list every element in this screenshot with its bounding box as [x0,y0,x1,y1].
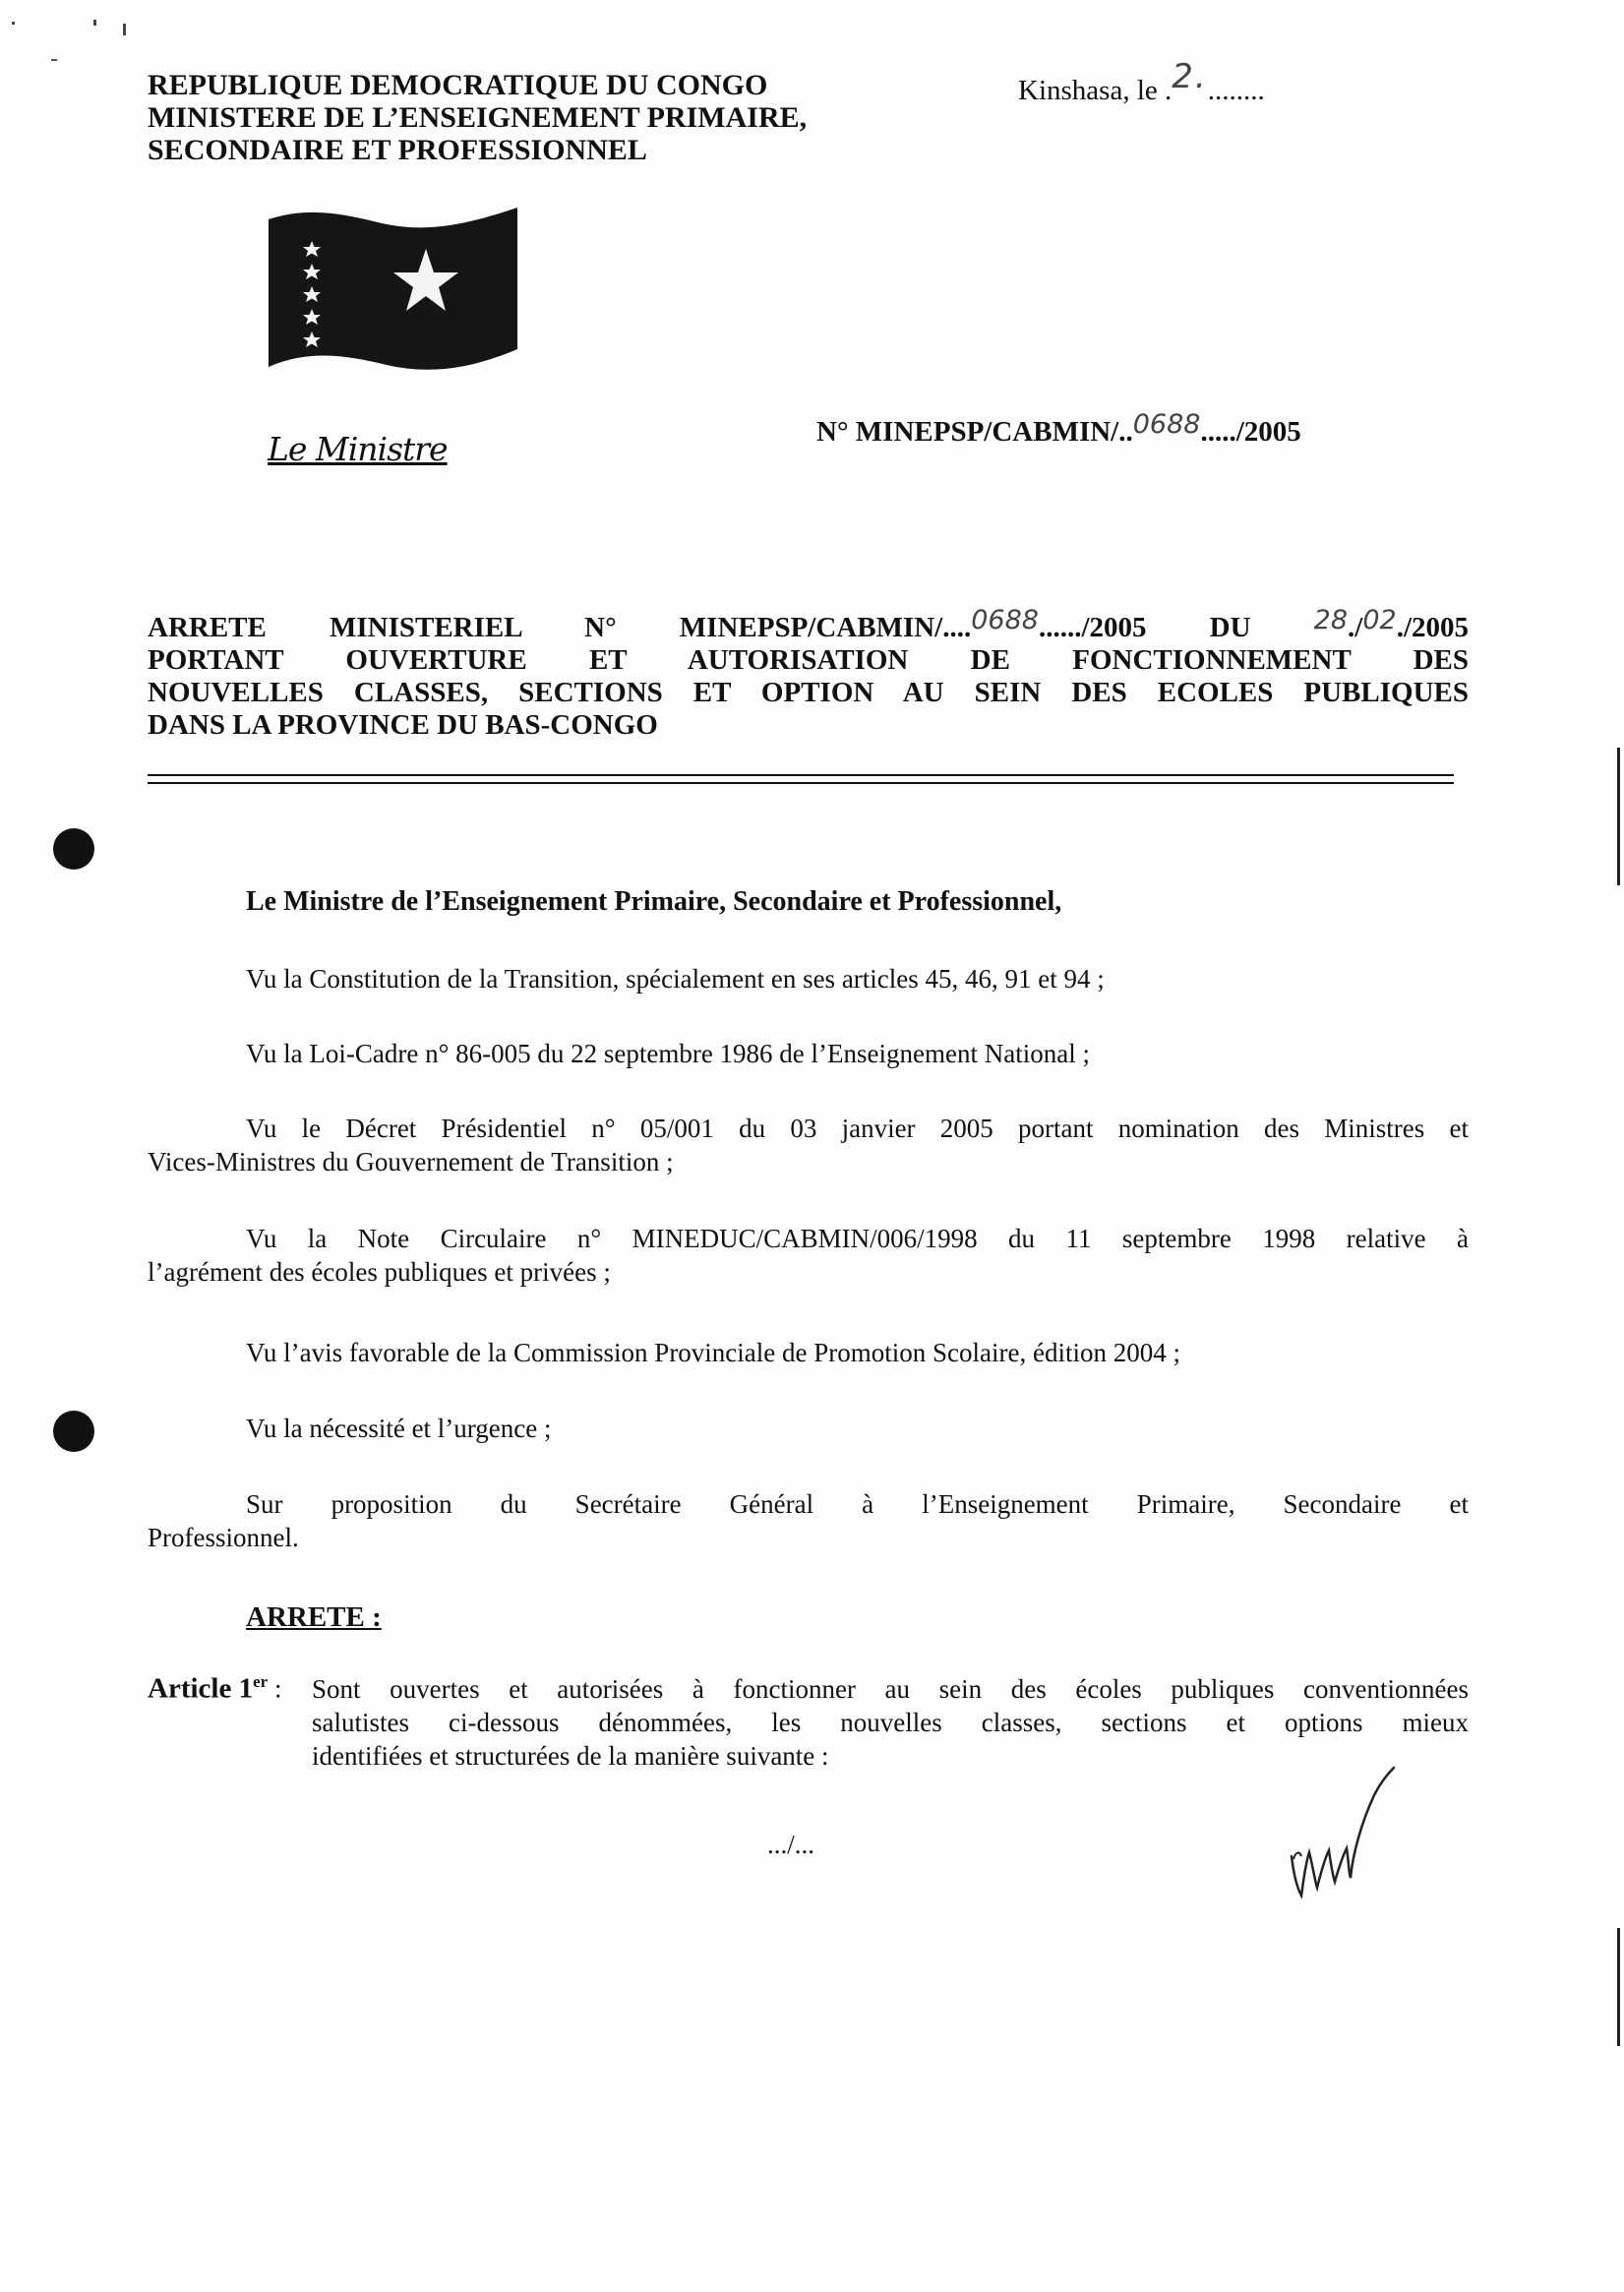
continuation-mark: .../... [767,1830,815,1859]
article-label-text: Article 1 [148,1672,254,1705]
scan-edge-line [1617,1928,1620,2046]
title-line-3: NOUVELLES CLASSES, SECTIONS ET OPTION AU SEIN DES ECOLES PUBLIQUES [148,677,1469,708]
scan-speck [123,24,126,35]
title-l1-b: ....../2005 DU [1038,612,1251,643]
handwritten-ref-number: 0688 [1132,409,1201,440]
place-prefix: Kinshasa, le [1018,75,1165,106]
punch-hole [53,1411,94,1452]
article-label-sup: er [253,1672,269,1691]
proposition-line-1: Sur proposition du Secrétaire Général à l’Enseignement Primaire, Secondaire et [246,1489,1469,1519]
title-divider-bottom [148,782,1454,784]
place-dots-right: ........ [1207,75,1265,106]
preamble-intro: Le Ministre de l’Enseignement Primaire, Secondaire et Professionnel, [246,886,1062,917]
article-1-text [312,1672,1469,1773]
scan-speck [93,20,96,26]
reference-prefix: N° MINEPSP/CABMIN/.. [816,416,1133,448]
vu-note-circulaire [148,1222,1469,1289]
header-line-2: MINISTERE DE L’ENSEIGNEMENT PRIMAIRE, [148,101,808,134]
drc-flag-emblem [264,202,524,384]
scan-speck [51,59,57,61]
vu-note-line-2: l’agrément des écoles publiques et privées ; [148,1257,611,1287]
title-line-2: PORTANT OUVERTURE ET AUTORISATION DE FONCTIONNEMENT DES [148,644,1469,676]
punch-hole [53,828,94,870]
vu-loi-cadre: Vu la Loi-Cadre n° 86-005 du 22 septembre 1986 de l’Enseignement National ; [246,1039,1090,1068]
header-line-3: SECONDAIRE ET PROFESSIONNEL [148,134,647,166]
arrete-heading: ARRETE : [246,1601,382,1633]
header-line-1: REPUBLIQUE DEMOCRATIQUE DU CONGO [148,69,768,101]
vu-avis-favorable: Vu l’avis favorable de la Commission Provinciale de Promotion Scolaire, édition 2004 ; [246,1338,1180,1367]
vu-decret [148,1112,1469,1178]
title-line-4: DANS LA PROVINCE DU BAS-CONGO [148,709,658,741]
article-1-line-3: identifiées et structurées de la manière suivante : [312,1741,829,1771]
title-divider-top [148,774,1454,776]
title-l1-a: ARRETE MINISTERIEL N° MINEPSP/CABMIN/.... [148,612,972,643]
minister-signature-label: Le Ministre [268,430,448,468]
title-l1-sep: ./ [1348,612,1363,643]
reference-number [816,409,1301,449]
title-l1-c: ./2005 [1396,612,1469,643]
proposition-line-2: Professionnel. [148,1523,299,1552]
handwritten-decree-number: 0688 [971,605,1039,635]
reference-suffix: ...../2005 [1200,416,1301,448]
handwritten-day: 28 [1313,605,1349,635]
handwritten-month: 02 [1362,605,1397,635]
vu-decret-line-2: Vices-Ministres du Gouvernement de Transition ; [148,1147,674,1176]
vu-constitution: Vu la Constitution de la Transition, spécialement en ses articles 45, 46, 91 et 94 ; [246,964,1105,994]
vu-note-line-1: Vu la Note Circulaire n° MINEDUC/CABMIN/006/1998 du 11 septembre 1998 relative à [246,1224,1469,1253]
article-label-colon: : [268,1673,282,1704]
decree-title [148,605,1469,742]
sur-proposition [148,1487,1469,1554]
vu-necessite: Vu la nécessité et l’urgence ; [246,1414,552,1443]
handwritten-initials [1284,1766,1402,1913]
ministry-header [148,69,807,166]
title-line-1 [148,605,1469,644]
vu-decret-line-1: Vu le Décret Présidentiel n° 05/001 du 03 janvier 2005 portant nomination des Ministres et [246,1114,1469,1143]
article-1-line-2: salutistes ci-dessous dénommées, les nouvelles classes, sections et options mieux [312,1708,1469,1737]
place-dots-left: . [1165,75,1173,106]
handwritten-date: 2. [1172,57,1208,96]
scan-edge-line [1617,748,1620,885]
place-date [1018,57,1265,108]
scan-speck [12,22,15,25]
article-1-label [148,1672,281,1706]
article-1-line-1: Sont ouvertes et autorisées à fonctionner au sein des écoles publiques conventionnées [312,1674,1469,1704]
